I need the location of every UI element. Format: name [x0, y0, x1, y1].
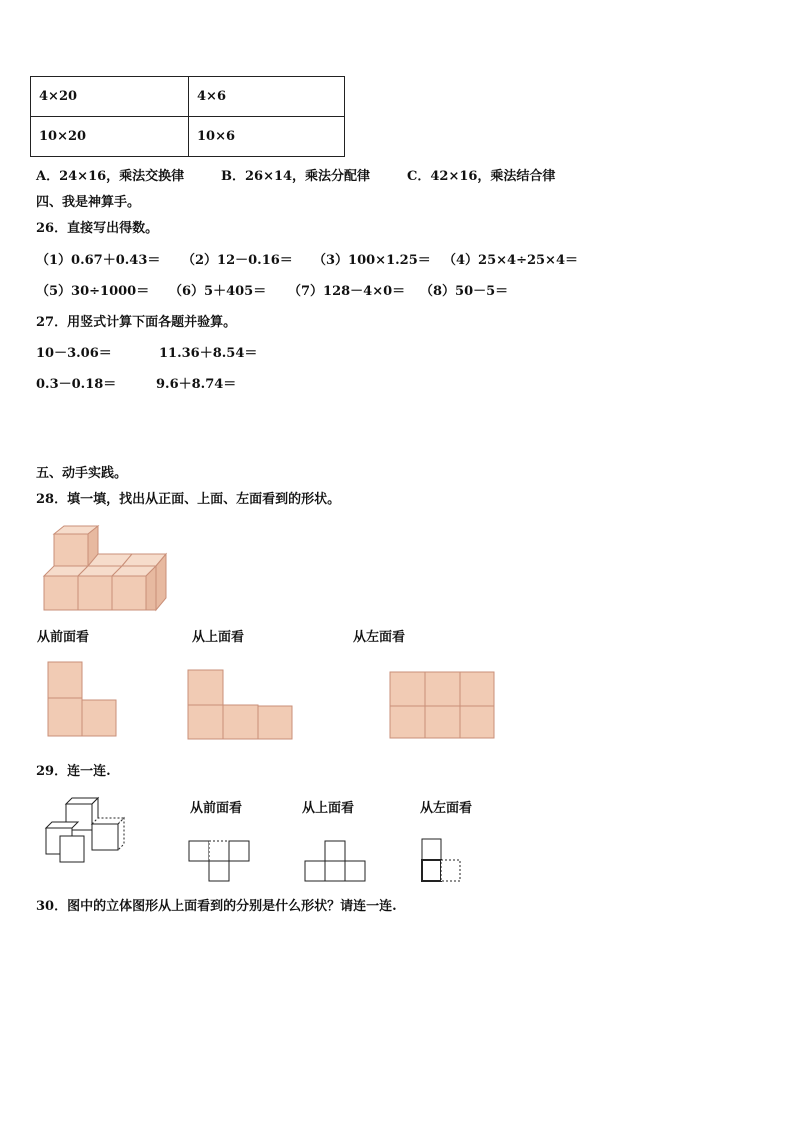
view-label-left: 从左面看	[353, 630, 406, 645]
question-29-prompt: 29．连一连.	[36, 764, 111, 779]
question-30-prompt: 30．图中的立体图形从上面看到的分别是什么形状？请连一连.	[36, 899, 397, 914]
view-label-top: 从上面看	[302, 801, 355, 816]
calc-item: （2）12－0.16＝	[182, 253, 293, 268]
vertical-calc-item: 10－3.06＝	[36, 346, 112, 361]
option-shape-t	[188, 840, 252, 884]
calc-item: （7）128－4×0＝	[288, 284, 406, 299]
calc-item: （8）50－5＝	[420, 284, 509, 299]
table-cell: 10×20	[31, 117, 189, 157]
calc-item: （3）100×1.25＝	[313, 253, 431, 268]
option-shape-inverted-t	[304, 840, 368, 884]
calc-item: （4）25×4÷25×4＝	[443, 253, 578, 268]
view-label-front: 从前面看	[37, 630, 90, 645]
view-label-top: 从上面看	[192, 630, 245, 645]
table-cell: 4×6	[189, 77, 345, 117]
calc-item: （6）5＋405＝	[169, 284, 267, 299]
vertical-calc-item: 9.6＋8.74＝	[156, 377, 237, 392]
table-row	[31, 117, 345, 157]
section-title: 四、我是神算手。	[36, 195, 141, 210]
section-title: 五、动手实践。	[36, 466, 128, 481]
calc-item: （5）30÷1000＝	[36, 284, 150, 299]
table-cell: 10×6	[189, 117, 345, 157]
question-26-prompt: 26．直接写出得数。	[36, 221, 159, 236]
vertical-calc-item: 11.36＋8.54＝	[159, 346, 258, 361]
vertical-calc-item: 0.3－0.18＝	[36, 377, 117, 392]
line-cube-figure	[44, 796, 136, 868]
table-cell: 4×20	[31, 77, 189, 117]
top-view-shape	[186, 668, 296, 742]
question-27-prompt: 27．用竖式计算下面各题并验算。	[36, 315, 237, 330]
table-row	[31, 77, 345, 117]
product-table	[30, 76, 345, 157]
left-view-shape	[389, 671, 497, 741]
cube-solid-figure	[42, 522, 172, 614]
question-28-prompt: 28．填一填，找出从正面、上面、左面看到的形状。	[36, 492, 341, 507]
calc-item: （1）0.67＋0.43＝	[36, 253, 161, 268]
view-label-front: 从前面看	[190, 801, 243, 816]
option-a: A．24×16，乘法交换律	[36, 169, 185, 184]
option-b: B．26×14，乘法分配律	[221, 169, 371, 184]
option-shape-l	[421, 838, 465, 884]
view-label-left: 从左面看	[420, 801, 473, 816]
front-view-shape	[46, 660, 118, 740]
option-c: C．42×16，乘法结合律	[407, 169, 556, 184]
